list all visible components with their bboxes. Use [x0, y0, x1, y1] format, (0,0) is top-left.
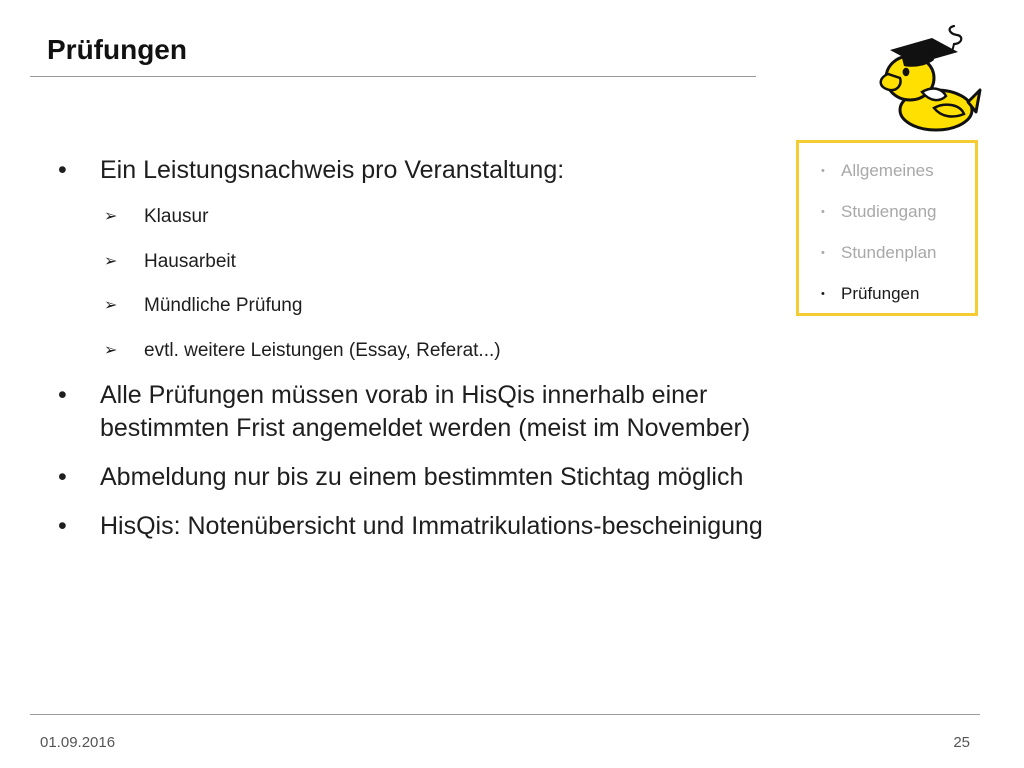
bullet-text: Ein Leistungsnachweis pro Veranstaltung: [100, 156, 565, 184]
sub-list-item: ➢ evtl. weitere Leistungen (Essay, Referat...) [104, 339, 501, 361]
bullet-marker: • [58, 512, 67, 540]
nav-item-pruefungen[interactable]: • Prüfungen [821, 284, 920, 303]
bullet-marker: • [58, 156, 67, 184]
bullet-text: HisQis: Notenübersicht und Immatrikulations-bescheinigung [100, 512, 763, 540]
nav-item-allgemeines[interactable]: • Allgemeines [821, 161, 934, 180]
list-item [58, 379, 778, 461]
bullet-marker: • [58, 381, 67, 409]
sub-list-item: ➢ Mündliche Prüfung [104, 295, 303, 317]
title-divider [30, 76, 756, 77]
arrow-bullet-icon: ➢ [104, 252, 118, 270]
section-nav [796, 140, 978, 316]
sub-list-item: ➢ Hausarbeit [104, 250, 236, 272]
page-number: 25 [953, 734, 970, 751]
slide-title: Prüfungen [47, 34, 187, 65]
arrow-bullet-icon: ➢ [104, 297, 118, 315]
bullet-text: Abmeldung nur bis zu einem bestimmten Stichtag möglich [100, 463, 744, 491]
bullet-marker: • [58, 463, 67, 491]
content-list [58, 154, 778, 543]
graduate-duck-icon [876, 22, 986, 134]
nav-item-stundenplan[interactable]: • Stundenplan [821, 243, 937, 262]
list-item [58, 461, 778, 510]
footer-divider [30, 714, 980, 715]
sub-list-item: ➢ Klausur [104, 206, 209, 228]
arrow-bullet-icon: ➢ [104, 341, 118, 359]
bullet-text: Alle Prüfungen müssen vorab in HisQis innerhalb einer bestimmten Frist angemeldet werden (meist im November) [100, 381, 751, 442]
list-item [58, 510, 778, 543]
sub-list [58, 195, 778, 373]
arrow-bullet-icon: ➢ [104, 208, 118, 226]
footer-date: 01.09.2016 [40, 734, 116, 751]
list-item [58, 154, 778, 373]
nav-item-studiengang[interactable]: • Studiengang [821, 202, 937, 221]
